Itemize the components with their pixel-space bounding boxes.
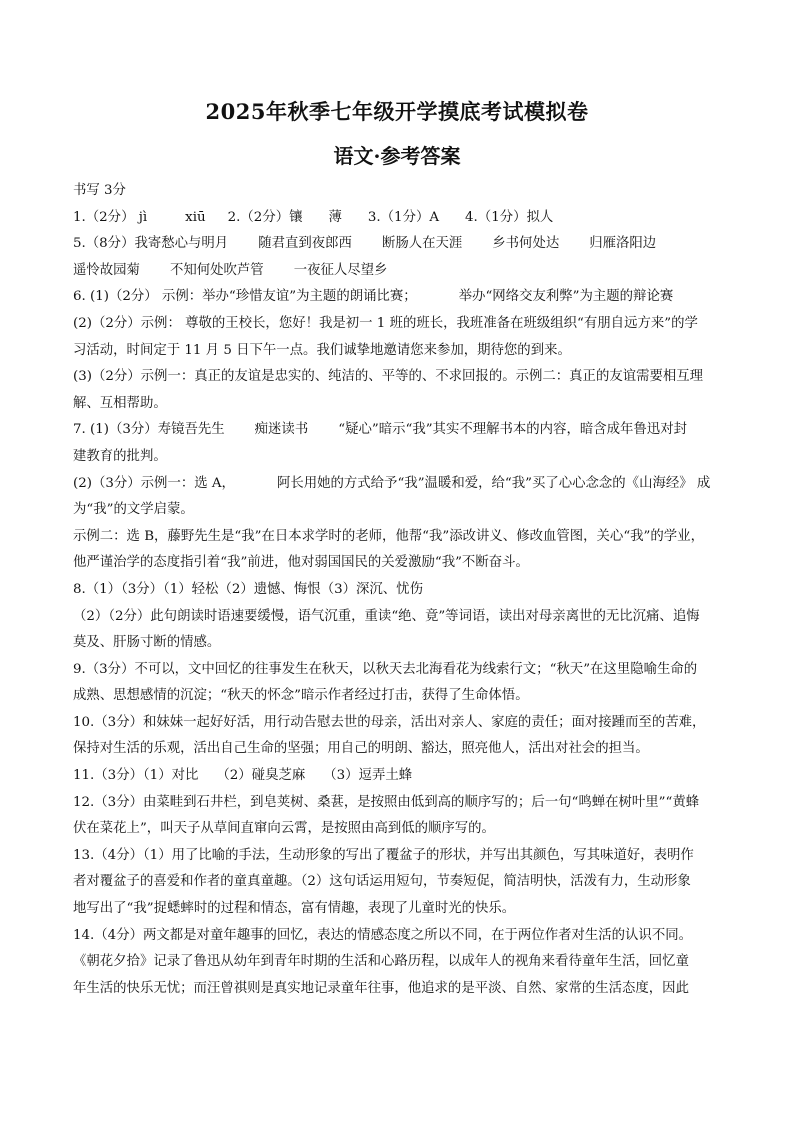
answer-q2-bao: 薄: [328, 209, 342, 225]
answer-line: 伏在菜花上”，叫天子从草间直窜向云霄，是按照由高到低的顺序写的。: [73, 821, 495, 837]
answer-line-q7-2: [73, 471, 731, 498]
answer-line-q6-1: [73, 284, 731, 311]
answer-q7-1c: “疑心”暗示“我”其实不理解书本的内容，暗含成年鲁迅对封: [338, 422, 687, 438]
page-subtitle: 语文·参考答案: [333, 144, 461, 168]
answer-q11-3: （3）逗弄土蜂: [323, 768, 413, 784]
answer-line: 解、互相帮助。: [73, 395, 167, 411]
answer-line: 14.（4分）两文都是对童年趣事的回忆，表达的情感态度之所以不同，在于两位作者对生活的认识不同。: [73, 927, 692, 943]
answer-q5-4: 乡书何处达: [492, 236, 560, 252]
answer-line-q11: [73, 763, 731, 790]
answer-q6-1b: 举办“网络交友利弊”为主题的辩论赛: [458, 289, 674, 305]
answer-line-q7-1: [73, 417, 731, 444]
answer-q3: 3.（1分）A: [367, 209, 440, 225]
answer-line: 为“我”的文学启蒙。: [73, 502, 194, 518]
answer-q11-1: 11.（3分）（1）对比: [73, 768, 199, 784]
answer-q2-xiang: 2.（2分）镶: [227, 209, 303, 225]
answer-q5-3: 断肠人在天涯: [381, 236, 463, 252]
answer-q5-1: 5.（8分）我寄愁心与明月: [73, 236, 229, 252]
answer-line: 书写 3分: [73, 183, 126, 198]
answer-line: 13.（4分）（1）用了比喻的手法，生动形象的写出了覆盆子的形状，并写出其颜色，写其味道好，表明作: [73, 847, 694, 863]
answer-q6-1a: 6. (1)（2分） 示例：举办“珍惜友谊”为主题的朗诵比赛；: [73, 289, 417, 305]
answer-q7-1a: 7. (1)（3分）寿镜吾先生: [73, 422, 225, 438]
answer-line-q5: [73, 231, 731, 258]
answer-line: 年生活的快乐无忧；而汪曾祺则是真实地记录童年往事，他追求的是平淡、自然、家常的生活态度，因此: [73, 980, 689, 996]
answer-line: 10.（3分）和妹妹一起好好活，用行动告慰去世的母亲，活出对亲人、家庭的责任；面对接踵而至的苦难，: [73, 714, 706, 730]
answer-content: [73, 178, 731, 1002]
answer-q5-7: 不知何处吹芦管: [169, 262, 264, 278]
answer-line: 建教育的批判。: [73, 448, 167, 464]
answer-q7-1b: 痴迷读书: [254, 422, 309, 438]
answer-line: (2)（2分）示例： 尊敬的王校长，您好！我是初一 1 班的班长，我班准备在班级组织“有朋自远方来”的学: [73, 315, 698, 331]
answer-line: 成熟、思想感情的沉淀；“秋天的怀念”暗示作者经过打击，获得了生命体悟。: [73, 688, 529, 704]
answer-line: 地写出了“我”捉蟋蟀时的过程和情态，富有情趣，表现了儿童时光的快乐。: [73, 901, 516, 917]
answer-line: 者对覆盆子的喜爱和作者的童真童趣。（2）这句话运用短句，节奏短促，简洁明快，活泼有力，生动形象: [73, 874, 691, 890]
answer-line: （2）（2分）此句朗读时语速要缓慢，语气沉重，重读“绝、竟”等词语，读出对母亲离世的无比沉痛、追悔: [73, 608, 700, 624]
answer-line-q5-cont: [73, 258, 731, 285]
answer-q1-jì: 1.（2分） jì: [73, 209, 148, 225]
answer-q1-xiu: xiū: [185, 209, 206, 225]
answer-line-q1-4: [73, 205, 731, 232]
answer-line: 保持对生活的乐观，活出自己生命的坚强；用自己的明朗、豁达，照亮他人，活出对社会的担当。: [73, 741, 649, 757]
answer-line: 习活动，时间定于 11 月 5 日下午一点。我们诚挚地邀请您来参加，期待您的到来。: [73, 342, 571, 358]
answer-q5-5: 归雁洛阳边: [589, 236, 657, 252]
answer-line: 12.（3分）由菜畦到石井栏，到皂荚树、桑葚，是按照由低到高的顺序写的；后一句“鸣蝉在树叶里”“黄蜂: [73, 794, 700, 810]
answer-q4: 4.（1分）拟人: [465, 209, 554, 225]
answer-q11-2: （2）碰臭芝麻: [216, 768, 306, 784]
answer-line: 8.（1）（3分）（1）轻松（2）遗憾、悔恨（3）深沉、忧伤: [73, 581, 423, 597]
answer-q5-8: 一夜征人尽望乡: [293, 262, 388, 278]
answer-q5-6: 遥怜故园菊: [73, 262, 140, 278]
answer-line: 他严谨治学的态度指引着“我”前进，他对弱国国民的关爱激励“我”不断奋斗。: [73, 555, 529, 571]
page-title: 2025年秋季七年级开学摸底考试模拟卷: [205, 99, 589, 124]
answer-q5-2: 随君直到夜郎西: [258, 236, 352, 252]
answer-line: 莫及、肝肠寸断的情感。: [73, 635, 221, 651]
answer-line: (3)（2分）示例一：真正的友谊是忠实的、纯洁的、平等的、不求回报的。示例二：真正的友谊需要相互理: [73, 369, 704, 385]
answer-line: 9.（3分）不可以，文中回忆的往事发生在秋天，以秋天去北海看花为线索行文；“秋天”在这里隐喻生命的: [73, 661, 698, 677]
answer-line: 《朝花夕拾》记录了鲁迅从幼年到青年时期的生活和心路历程，以成年人的视角来看待童年生活，回忆童: [73, 954, 689, 970]
answer-q7-2a: (2)（3分）示例一：选 A，: [73, 475, 235, 491]
answer-q7-2b: 阿长用她的方式给予“我”温暖和爱，给“我”买了心心念念的《山海经》 成: [276, 475, 711, 491]
answer-line: 示例二：选 B，藤野先生是“我”在日本求学时的老师，他帮“我”添改讲义、修改血管图，关心“我”的学业，: [73, 528, 704, 544]
